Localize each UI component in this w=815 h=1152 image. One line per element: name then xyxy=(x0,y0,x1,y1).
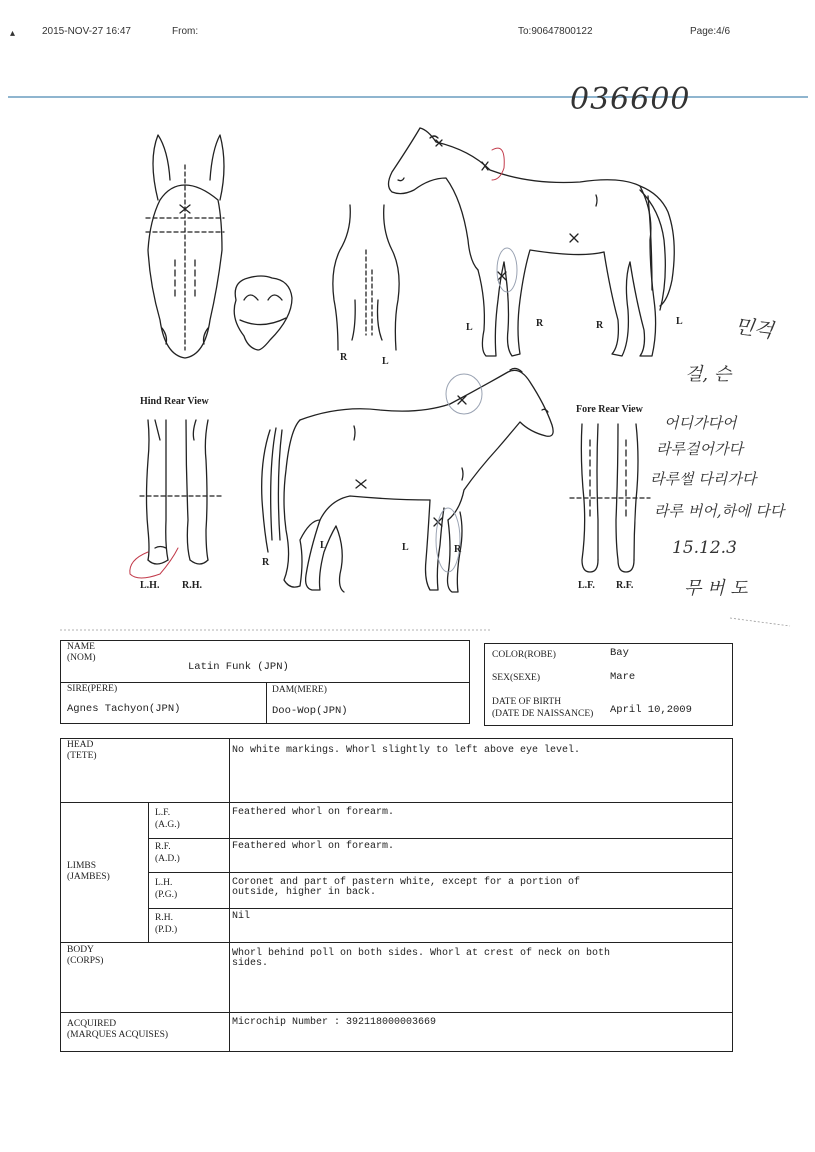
sex-value: Mare xyxy=(610,671,636,683)
body-label-fr: (CORPS) xyxy=(67,956,104,966)
lf-label-fr: (A.G.) xyxy=(155,820,180,830)
leg-label: L xyxy=(382,356,389,367)
leg-label: L.F. xyxy=(578,580,595,591)
handwritten-note-line: 라루썰 다리가다 xyxy=(650,470,757,488)
divider xyxy=(60,802,733,803)
leg-label: R xyxy=(262,557,270,568)
divider xyxy=(229,738,230,1052)
handwritten-note-line: 라루걸어가다 xyxy=(656,440,743,458)
acquired-label-fr: (MARQUES ACQUISES) xyxy=(67,1030,169,1040)
horse-right-side xyxy=(389,128,675,356)
divider xyxy=(148,838,733,839)
leg-label: L.H. xyxy=(140,580,160,591)
divider xyxy=(148,872,733,873)
fax-to: To:90647800122 xyxy=(518,26,593,37)
lh-label: L.H. xyxy=(155,878,173,888)
sire-label: SIRE(PERE) xyxy=(67,684,118,694)
rh-label: R.H. xyxy=(155,913,173,923)
leg-label: R.F. xyxy=(616,580,634,591)
fax-from: From: xyxy=(172,26,199,37)
rf-label-fr: (A.D.) xyxy=(155,854,180,864)
limbs-label: LIMBS xyxy=(67,861,97,871)
head-label: HEAD xyxy=(67,740,94,750)
divider xyxy=(60,1012,733,1013)
fax-mark: ▴ xyxy=(10,28,16,39)
limbs-label-fr: (JAMBES) xyxy=(67,872,110,882)
fore-rear-view-legs xyxy=(570,424,650,572)
handwritten-note-top: 민걱 xyxy=(733,313,775,343)
divider xyxy=(60,682,470,683)
leg-label: L xyxy=(320,540,327,551)
head-value: No white markings. Whorl slightly to left above eye level. xyxy=(232,745,581,756)
head-front-view xyxy=(146,135,224,358)
leg-label: R xyxy=(536,318,544,329)
sire-value: Agnes Tachyon(JPN) xyxy=(67,703,181,715)
handwritten-note-line: 라루 버어,하에 다다 xyxy=(654,502,785,520)
fax-datetime: 2015-NOV-27 16:47 xyxy=(42,26,131,37)
rf-value: Feathered whorl on forearm. xyxy=(232,841,395,852)
divider xyxy=(60,942,733,943)
name-label-fr: (NOM) xyxy=(67,653,96,663)
handwritten-note-line2: 걸, 슨 xyxy=(685,364,732,385)
fax-page: Page:4/6 xyxy=(690,26,731,37)
hind-rear-view-legs xyxy=(140,420,222,564)
divider xyxy=(266,682,267,724)
body-value-line2: sides. xyxy=(232,958,269,969)
divider xyxy=(148,908,733,909)
leg-label: R xyxy=(454,544,462,555)
color-label: COLOR(ROBE) xyxy=(492,650,556,660)
lf-value: Feathered whorl on forearm. xyxy=(232,807,395,818)
lh-label-fr: (P.G.) xyxy=(155,890,178,900)
name-label: NAME xyxy=(67,642,95,652)
leg-label: L xyxy=(466,322,473,333)
leg-label: L xyxy=(676,316,683,327)
handwritten-ref-number: 036600 xyxy=(570,82,691,117)
dam-value: Doo-Wop(JPN) xyxy=(272,705,348,717)
sex-label: SEX(SEXE) xyxy=(492,673,541,683)
dob-label-fr: (DATE DE NAISSANCE) xyxy=(492,709,594,719)
lf-label: L.F. xyxy=(155,808,171,818)
acquired-value: Microchip Number : 392118000003669 xyxy=(232,1017,437,1028)
rh-label-fr: (P.D.) xyxy=(155,925,178,935)
lh-value-line2: outside, higher in back. xyxy=(232,887,377,898)
lh-value-line1: Coronet and part of pastern white, except for a portion of xyxy=(232,877,581,888)
body-value-line1: Whorl behind poll on both sides. Whorl at crest of neck on both xyxy=(232,948,611,959)
acquired-label: ACQUIRED xyxy=(67,1019,117,1029)
rh-value: Nil xyxy=(232,911,251,922)
muzzle-view xyxy=(234,276,292,350)
leg-label: R xyxy=(596,320,604,331)
front-legs-view xyxy=(333,205,399,350)
leg-label: R xyxy=(340,352,348,363)
leg-label: R.H. xyxy=(182,580,202,591)
body-label: BODY xyxy=(67,945,94,955)
dob-value: April 10,2009 xyxy=(610,704,692,716)
leg-label: L xyxy=(402,542,409,553)
dam-label: DAM(MERE) xyxy=(272,685,327,695)
rf-label: R.F. xyxy=(155,842,171,852)
head-label-fr: (TETE) xyxy=(67,751,97,761)
dob-label: DATE OF BIRTH xyxy=(492,697,562,707)
handwritten-date: 15.12.3 xyxy=(672,538,737,558)
fore-rear-view-label: Fore Rear View xyxy=(576,404,643,415)
color-value: Bay xyxy=(610,647,629,659)
horse-name: Latin Funk (JPN) xyxy=(188,661,289,673)
horse-left-side xyxy=(262,368,553,592)
hind-rear-view-label: Hind Rear View xyxy=(140,396,209,407)
handwritten-note-line: 어디가다어 xyxy=(664,414,737,432)
handwritten-signature: 무 버 도 xyxy=(684,578,748,599)
